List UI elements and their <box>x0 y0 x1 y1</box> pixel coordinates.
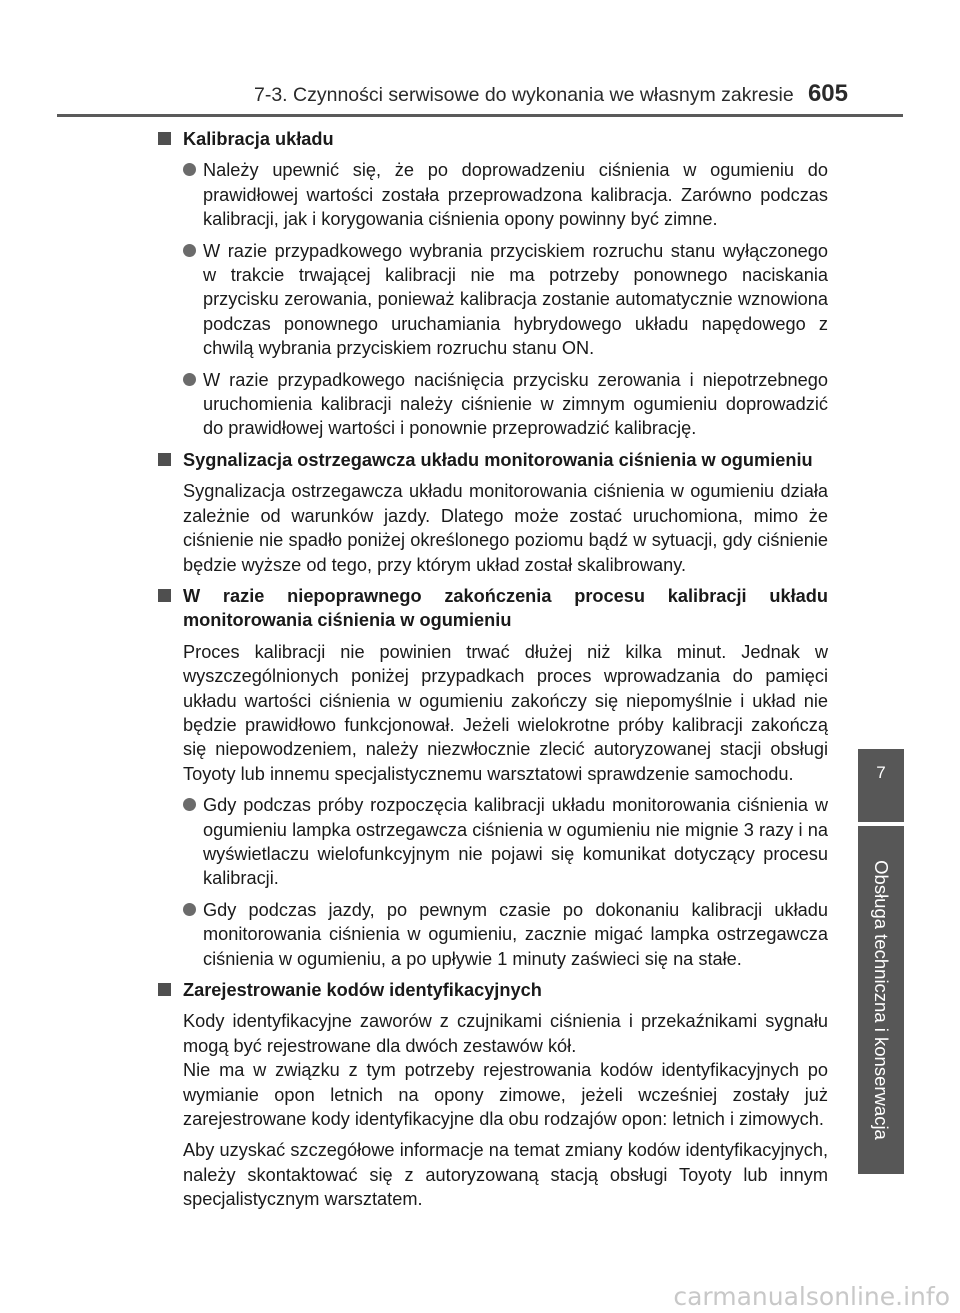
circle-bullet-icon <box>183 798 196 811</box>
paragraph: Sygnalizacja ostrzegawcza układu monitorowania ciśnienia w ogumieniu działa zależnie od warunków jazdy. Dlatego może zostać uruchomiona, mimo że ciśnienie nie spadło poniżej określonego poziomu bądź w sytuacji, gdy ciśnienie będzie wyższe od tego, przy którym układ został skalibrowany. <box>183 481 828 575</box>
paragraph: Aby uzyskać szczegółowe informacje na temat zmiany kodów identyfikacyjnych, należy skontaktować się z autoryzowaną stacją obsługi Toyoty lub innym specjalistycznym warsztatem. <box>183 1140 828 1210</box>
bullet-item: Należy upewnić się, że po doprowadzeniu ciśnienia w ogumieniu do prawidłowej wartości została przeprowadzona kalibracja. Zarówno podczas kalibracji, jak i korygowania ciśnienia opony powinny być zimne. <box>158 158 828 231</box>
page-content <box>158 127 828 1219</box>
bullet-item: Gdy podczas próby rozpoczęcia kalibracji układu monitorowania ciśnienia w ogumieniu lampka ostrzegawcza ciśnienia w ogumieniu nie mignie 3 razy i na wyświetlaczu wielofunkcyjnym nie pojawi się komunikat dotyczący procesu kalibracji. <box>158 793 828 891</box>
chapter-title-tab <box>858 826 904 1174</box>
square-bullet-icon <box>158 132 171 145</box>
section-heading: W razie niepoprawnego zakończenia procesu kalibracji układu monitorowania ciśnienia w ogumieniu <box>158 584 828 633</box>
chapter-title: Obsługa techniczna i konserwacja <box>871 860 892 1140</box>
circle-bullet-icon <box>183 244 196 257</box>
chapter-number: 7 <box>876 763 886 782</box>
bullet-item: Gdy podczas jazdy, po pewnym czasie po dokonaniu kalibracji układu monitorowania ciśnienia w ogumieniu, zacznie migać lampka ostrzegawcza ciśnienia w ogumieniu, a po upływie 1 minuty zaświeci się na stałe. <box>158 898 828 971</box>
paragraph: Nie ma w związku z tym potrzeby rejestrowania kodów identyfikacyjnych po wymianie opon letnich na opony zimowe, jeżeli wcześniej zostały już zarejestrowane kody identyfikacyjne dla obu rodzajów opon: letnich i zimowych. <box>183 1060 828 1130</box>
chapter-number-tab <box>858 749 904 822</box>
page-number: 605 <box>807 80 848 107</box>
circle-bullet-icon <box>183 373 196 386</box>
circle-bullet-icon <box>183 163 196 176</box>
section-heading: Zarejestrowanie kodów identyfikacyjnych <box>158 978 828 1002</box>
square-bullet-icon <box>158 983 171 996</box>
paragraph: Kody identyfikacyjne zaworów z czujnikami ciśnienia i przekaźnikami sygnału mogą być rejestrowane dla dwóch zestawów kół. <box>183 1011 828 1056</box>
circle-bullet-icon <box>183 903 196 916</box>
square-bullet-icon <box>158 453 171 466</box>
paragraph: Proces kalibracji nie powinien trwać dłużej niż kilka minut. Jednak w wyszczególnionych poniżej przypadkach proces wprowadzania do pamięci układu wartości ciśnienia w ogumieniu zakończy się niepomyślnie i układ nie będzie prawidłowo funkcjonował. Jeżeli wielokrotne próby kalibracji zakończą się niepowodzeniem, należy niezwłocznie zlecić autoryzowanej stacji obsługi Toyoty lub innemu specjalistycznemu warsztatowi sprawdzenie samochodu. <box>183 641 828 784</box>
page-header <box>57 78 903 117</box>
watermark: carmanualsonline.info <box>673 1282 950 1311</box>
bullet-item: W razie przypadkowego naciśnięcia przycisku zerowania i niepotrzebnego uruchomienia kalibracji należy ciśnienie w zimnym ogumieniu doprowadzić do prawidłowej wartości i ponownie przeprowadzić kalibrację. <box>158 368 828 441</box>
section-title: 7-3. Czynności serwisowe do wykonania we własnym zakresie <box>254 84 794 106</box>
bullet-item: W razie przypadkowego wybrania przyciskiem rozruchu stanu wyłączonego w trakcie trwającej kalibracji nie ma potrzeby ponownego naciskania przycisku zerowania, ponieważ kalibracja zostanie automatycznie wznowiona podczas ponownego uruchamiania hybrydowego układu napędowego z chwilą wybrania przyciskiem rozruchu stanu ON. <box>158 239 828 361</box>
section-heading: Sygnalizacja ostrzegawcza układu monitorowania ciśnienia w ogumieniu <box>158 448 828 472</box>
square-bullet-icon <box>158 589 171 602</box>
section-heading: Kalibracja układu <box>158 127 828 151</box>
